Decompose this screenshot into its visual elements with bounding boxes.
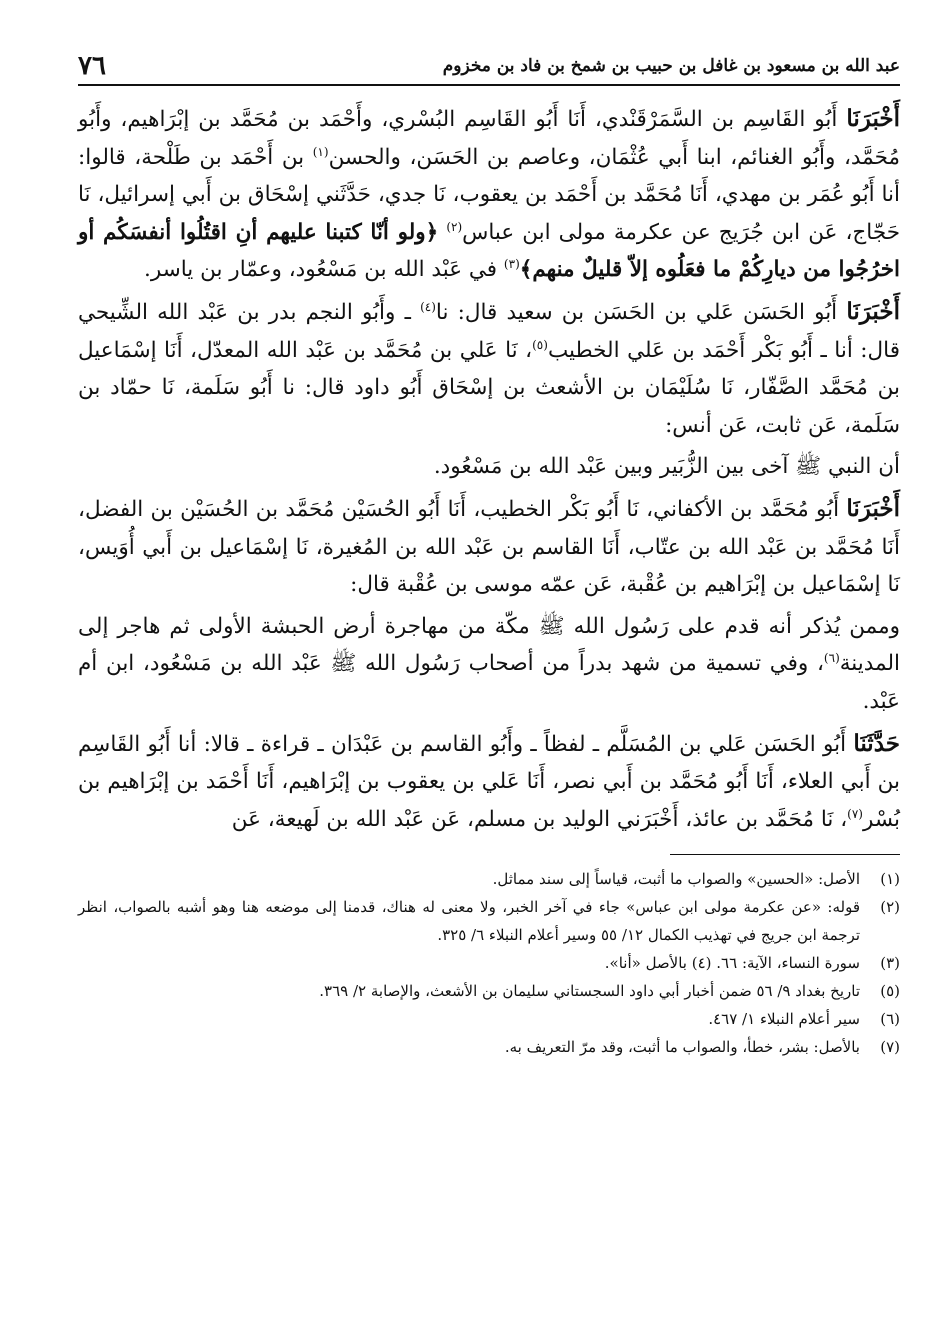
footnote [78,893,900,949]
footnote-number: (٧) [880,1038,900,1057]
isnad-lead: أَخْبَرَنَا [846,297,900,325]
paragraph-text: أَبُو مُحَمَّد بن الأكفاني، نَا أَبُو بَكْر الخطيب، أَنَا أَبُو الحُسَيْن مُحَمَّد بن الحُسَيْن بن الفضل، أَنَا مُحَمَّد بن عَبْد الله بن عتّاب، أَنَا القاسم بن عَبْد الله بن المُغيرة، نَا إسْمَاعيل بن أَبي أُوَيس، نَا إسْمَاعيل بن إبْرَاهيم بن عُقْبة، عَن عمّه موسى بن عُقْبة قال: [78,496,900,598]
footnote-number: (٢) [880,898,900,917]
paragraph-text: وممن يُذكر أنه قدم على رَسُول الله ﷺ مكّة من مهاجرة أرض الحبشة الأولى ثم هاجر إلى المدينة [78,613,900,677]
footnote-number: (٥) [880,982,900,1001]
footnote [78,1005,900,1033]
footnote [78,949,900,977]
footnote-text: بالأصل: بشر، خطأ، والصواب ما أثبت، وقد مرّ التعريف به. [504,1038,860,1057]
paragraph-text: أَبُو الحَسَن عَلي بن المُسَلَّم ـ لفظاً ـ وأَبُو القاسم بن عَبْدَان ـ قراءة ـ قالا: أنا أَبُو القَاسِم بن أَبي العلاء، أَنَا أَبُو مُحَمَّد بن أَبي نصر، أَنَا عَلي بن يعقوب بن إبْرَاهيم، أَنَا أَحْمَد بن إبْرَاهيم بن بُسْر [78,731,900,832]
footnote-text: سير أعلام النبلاء ١/ ٤٦٧. [708,1010,860,1029]
footnote-ref[interactable]: (٥) [532,337,548,352]
footnote-ref[interactable]: (٣) [503,257,520,272]
isnad-lead: حَدَّثَنَا [853,729,900,757]
paragraph-text: ، نَا مُحَمَّد بن عائذ، أَخْبَرَني الوليد بن مسلم، عَن عَبْد الله بن لَهيعة، عَن [231,806,848,832]
footnote-ref[interactable]: (٦) [823,651,840,666]
paragraph-2 [78,293,900,444]
footnote-divider [670,854,900,855]
footnote-text: تاريخ بغداد ٩/ ٥٦ ضمن أخبار أبي داود السجستاني سليمان بن الأشعث، والإصابة ٢/ ٣٦٩. [319,982,860,1001]
isnad-lead: أَخْبَرَنَا [846,494,900,522]
footnote-number: (٦) [880,1010,900,1029]
footnote [78,1033,900,1061]
main-text [78,100,900,838]
paragraph-text: ، وفي تسمية من شهد بدراً من أصحاب رَسُول الله ﷺ عَبْد الله بن مَسْعُود، ابن أم عَبْد. [78,651,900,714]
footnotes [78,865,900,1061]
footnote-ref[interactable]: (١) [312,144,329,159]
paragraph-text: ، نَا عَلي بن مُحَمَّد بن عَبْد الله المعدّل، أَنَا إسْمَاعيل بن مُحَمَّد الصَّفّار، نَا سُلَيْمَان بن الأشعث بن إسْحَاق أَبُو داود قال: نا أَبُو سَلَمة، نَا حمّاد بن سَلَمة، عَن ثابت، عَن أنس: [78,337,900,438]
paragraph-6 [78,725,900,839]
paragraph-1 [78,100,900,289]
paragraph-5 [78,608,900,721]
footnote-ref[interactable]: (٧) [847,806,863,821]
footnote-text: سورة النساء، الآية: ٦٦. (٤) بالأصل «أنا». [604,954,860,973]
paragraph-text: أن النبي ﷺ آخى بين الزُّبَير وبين عَبْد الله بن مَسْعُود. [433,454,900,480]
paragraph-text: ـ وأَبُو النجم بدر بن عَبْد الله الشِّيحي قال: أنا ـ أَبُو بَكْر أَحْمَد بن عَلي الخطيب [78,299,901,363]
footnote [78,865,900,893]
footnote-ref[interactable]: (٤) [420,299,436,314]
isnad-lead: أَخْبَرَنَا [846,105,900,132]
paragraph-text: في عَبْد الله بن مَسْعُود، وعمّار بن ياسر. [144,257,498,283]
footnote-ref[interactable]: (٢) [446,219,463,234]
footnote-number: (٣) [880,954,900,973]
paragraph-3 [78,448,900,486]
quran-verse: ﴿ولو أنّا كتبنا عليهم أنِ اقتُلُوا أنفسَكُم أو اخرُجُوا من ديارِكُمْ ما فعَلُوه إلاّ قليلٌ منهم﴾ [78,219,900,283]
paragraph-text: أَبُو الحَسَن عَلي بن الحَسَن بن سعيد قال: نا [435,299,838,325]
book-page [78,48,900,1298]
running-head: عبد الله بن مسعود بن غافل بن حبيب بن شمخ بن فاد بن مخزوم [442,56,900,76]
footnote [78,977,900,1005]
paragraph-text: أَبُو القَاسِم بن السَّمَرْقَنْدي، أَنَا أَبُو القَاسِم البُسْري، وأَحْمَد بن مُحَمَّد بن إبْرَاهيم، وأَبُو مُحَمَّد، وأَبُو الغنائم، ابنا أَبي عُثْمَان، وعاصم بن الحَسَن، والحسن [78,107,900,170]
paragraph-4 [78,490,900,604]
footnote-text: قوله: «عن عكرمة مولى ابن عباس» جاء في آخر الخبر، ولا معنى له هناك، قدمنا إلى موضعه هنا وهو أشبه بالصواب، انظر ترجمة ابن جريج في تهذيب الكمال ١٢/ ٥٥ وسير أعلام النبلاء ٦/ ٣٢٥. [78,898,860,945]
page-number: ٧٦ [78,51,106,81]
footnote-number: (١) [880,870,900,889]
paragraph-text: بن أَحْمَد بن طَلْحة، قالوا: أنا أَبُو عُمَر بن مهدي، أَنَا مُحَمَّد بن أَحْمَد بن يعقوب، نَا جدي، حَدَّثَني إسْحَاق بن أَبي إسرائيل، نَا حَجّاج، عَن ابن جُرَيج عن عكرمة مولى ابن عباس [78,144,900,245]
page-header [78,48,900,86]
footnote-text: الأصل: «الحسين» والصواب ما أثبت، قياساً إلى سند مماثل. [492,870,860,889]
